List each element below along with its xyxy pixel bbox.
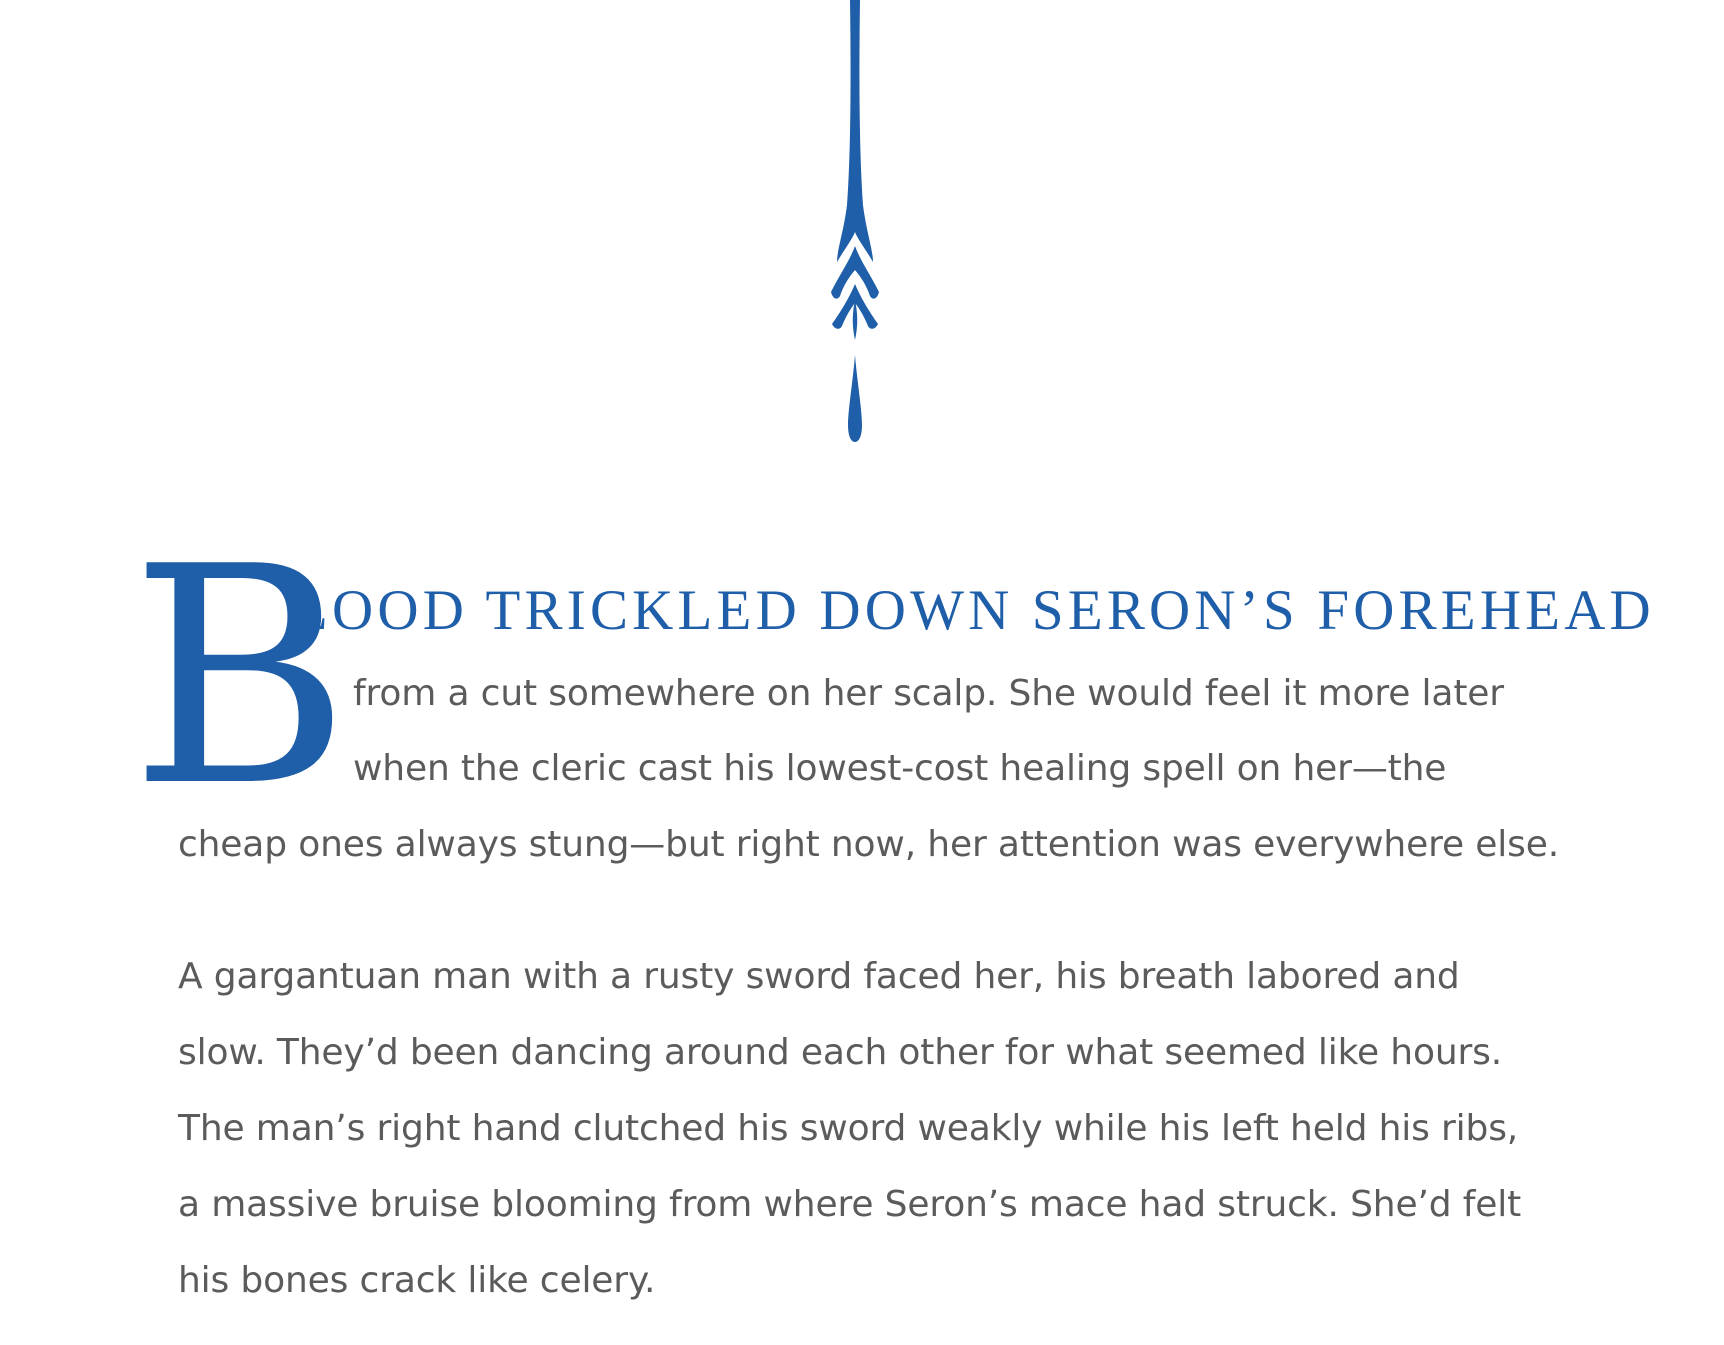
paragraph-line: slow. They’d been dancing around each other for what seemed like hours. bbox=[178, 1032, 1503, 1073]
paragraph-line: from a cut somewhere on her scalp. She would feel it more later bbox=[353, 673, 1504, 714]
paragraph-line: A gargantuan man with a rusty sword faced her, his breath labored and bbox=[178, 956, 1460, 997]
paragraph-line: his bones crack like celery. bbox=[178, 1260, 656, 1301]
paragraph-line: when the cleric cast his lowest-cost healing spell on her—the bbox=[353, 748, 1447, 789]
dripping-blood-flourish-icon bbox=[810, 0, 900, 450]
chapter-opening-heading: LOOD TRICKLED DOWN SERON’S FOREHEAD bbox=[293, 579, 1655, 642]
drop-cap: B bbox=[130, 503, 351, 852]
paragraph-line: cheap ones always stung—but right now, her attention was everywhere else. bbox=[178, 824, 1559, 865]
paragraph-line: a massive bruise blooming from where Seron’s mace had struck. She’d felt bbox=[178, 1184, 1522, 1225]
paragraph-line: The man’s right hand clutched his sword weakly while his left held his ribs, bbox=[178, 1108, 1519, 1149]
